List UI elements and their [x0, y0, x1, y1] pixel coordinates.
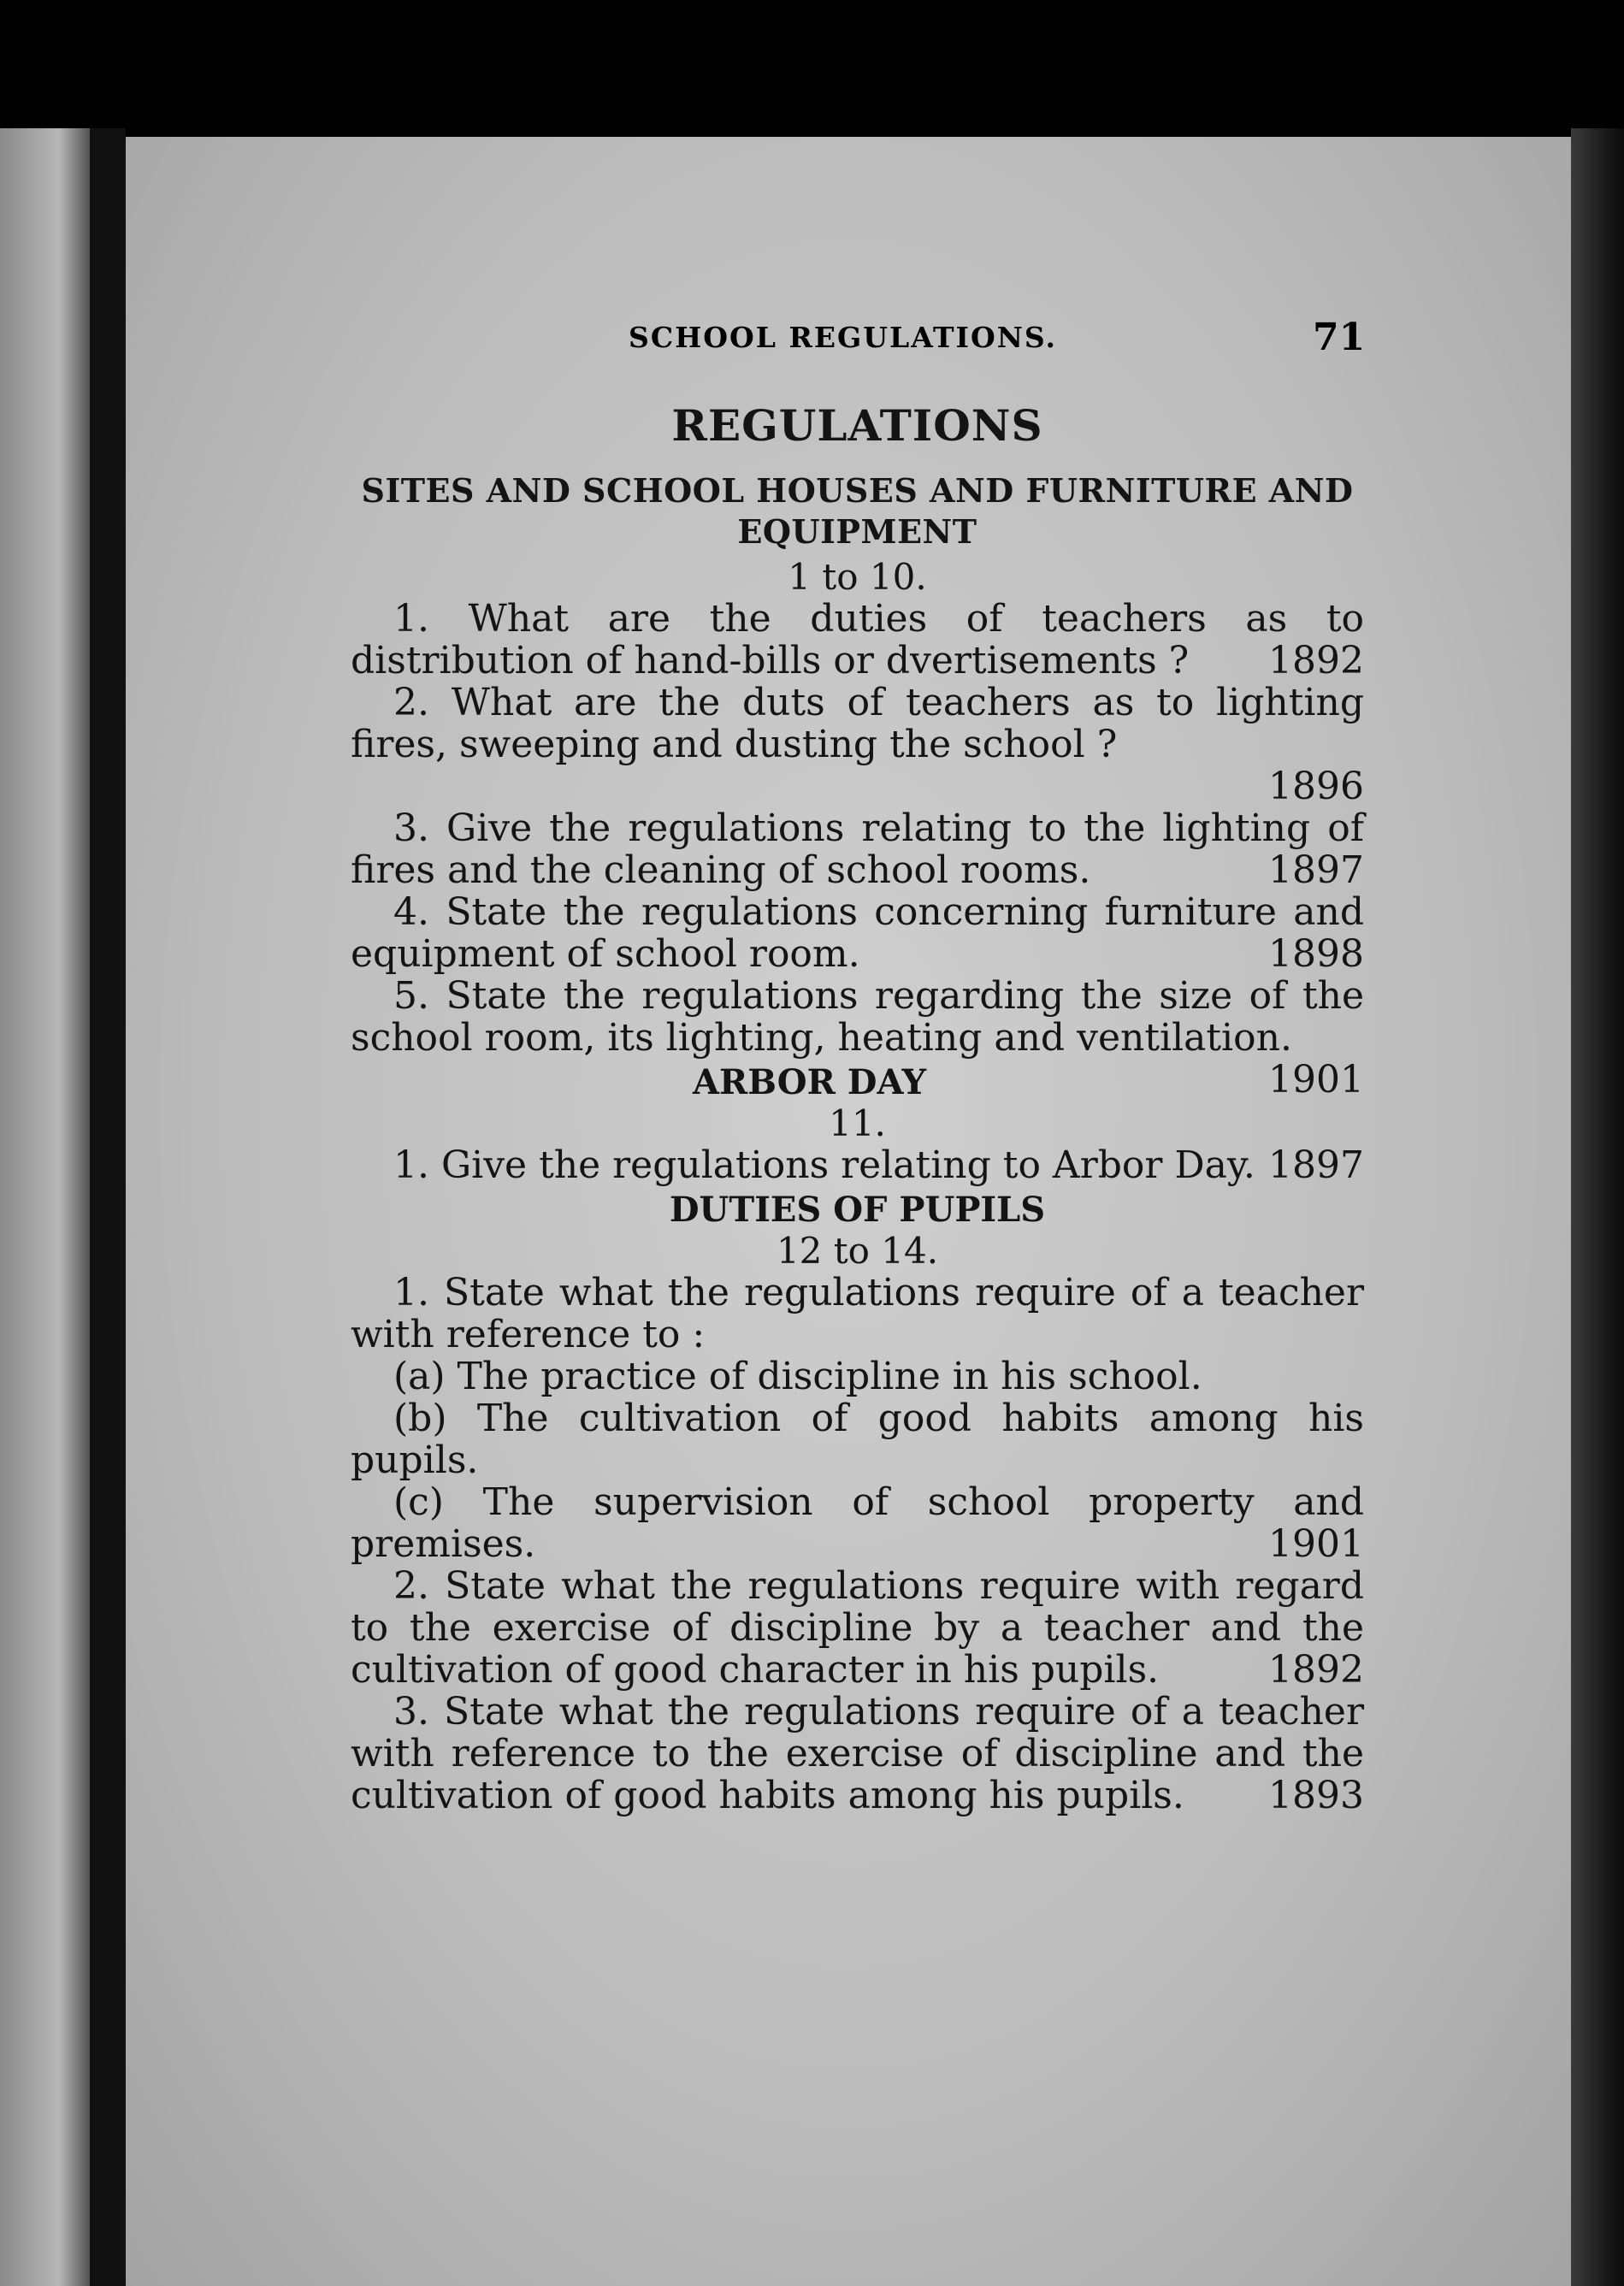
question [351, 1565, 1364, 1691]
question-text: 3. State what the regulations require of a teacher with reference to the exercise of discipline and the cultivation of good habits among his pupils. [351, 1690, 1364, 1817]
page-heading: REGULATIONS [671, 400, 1043, 451]
question-year: 1893 [1268, 1774, 1364, 1817]
sub-item [351, 1481, 1364, 1565]
question-year: 1897 [1268, 1143, 1364, 1187]
running-head [0, 316, 1366, 372]
question [351, 682, 1364, 807]
question-text: 4. State the regulations concerning furniture and equipment of school room. [351, 890, 1364, 976]
sub-item: (a) The practice of discipline in his school. [393, 1355, 1202, 1398]
question-year: 1892 [1268, 639, 1364, 682]
question-range: 1 to 10. [788, 556, 927, 598]
question-text: 1. Give the regulations relating to Arbor Day. [393, 1143, 1255, 1187]
question-text: 2. What are the duts of teachers as to lighting fires, sweeping and dusting the school ? [351, 681, 1364, 766]
question-text: 1. What are the duties of teachers as to distribution of hand-bills or dvertisements ? [351, 597, 1364, 682]
question-text: 2. State what the regulations require with regard to the exercise of discipline by a teacher and the cultivation of good character in his pupils. [351, 1564, 1364, 1692]
book-gutter [90, 128, 126, 2286]
section-title: SITES AND SCHOOL HOUSES AND FURNITURE AND EQUIPMENT [361, 471, 1354, 551]
question-year: 1901 [1268, 1058, 1364, 1102]
question-year: 1896 [1268, 765, 1364, 808]
question-year: 1901 [1268, 1522, 1364, 1566]
section-sites [351, 470, 1364, 1816]
right-page-edge [1571, 128, 1624, 2286]
question [351, 598, 1364, 682]
question-text: 3. Give the regulations relating to the lighting of fires and the cleaning of school rooms. [351, 806, 1364, 892]
question [351, 1691, 1364, 1816]
question [351, 891, 1364, 975]
question [351, 1144, 1364, 1186]
question-year: 1898 [1268, 932, 1364, 976]
question-year: 1892 [1268, 1648, 1364, 1692]
section-title: DUTIES OF PUPILS [669, 1190, 1046, 1230]
sub-item: (b) The cultivation of good habits among his pupils. [351, 1397, 1364, 1482]
sub-item-text: (c) The supervision of school property and premises. [351, 1480, 1364, 1566]
question-text: 1. State what the regulations require of a teacher with reference to : [351, 1271, 1364, 1356]
question-range: 12 to 14. [776, 1230, 939, 1272]
question [351, 807, 1364, 891]
section-title: ARBOR DAY [692, 1062, 927, 1102]
question-year: 1897 [1268, 848, 1364, 892]
question-text: 5. State the regulations regarding the size of the school room, its lighting, heating and ventilation. [351, 974, 1364, 1060]
question [351, 1272, 1364, 1356]
question-range: 11. [829, 1102, 886, 1144]
page-number: 71 [1313, 316, 1366, 359]
running-title: SCHOOL REGULATIONS. [629, 321, 1058, 354]
